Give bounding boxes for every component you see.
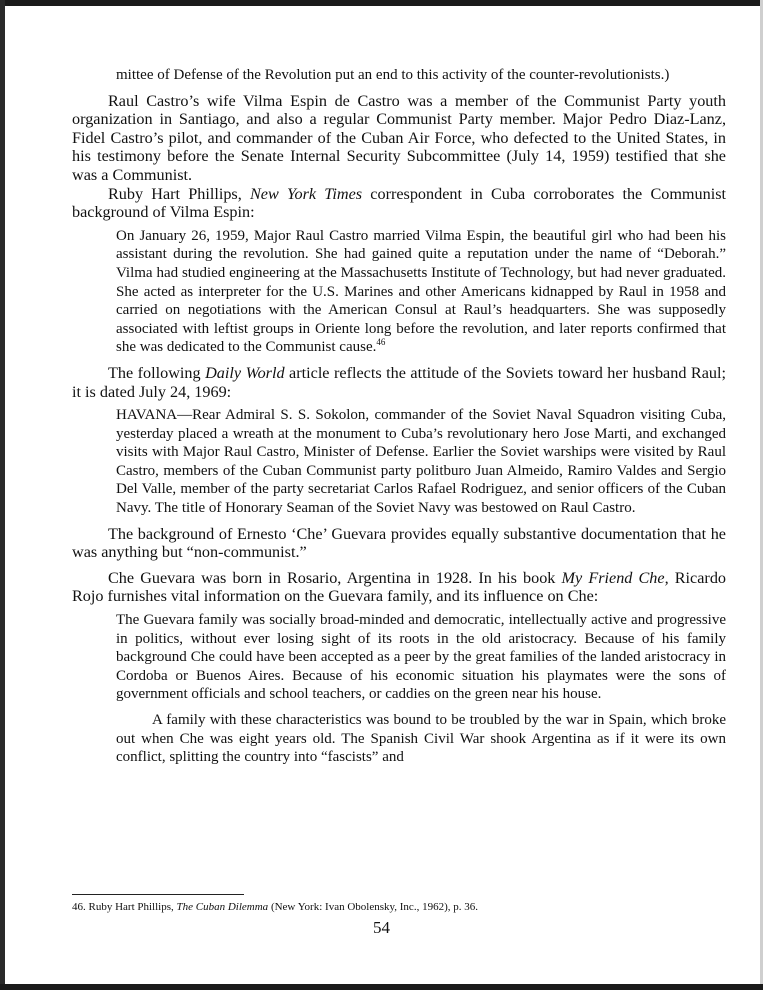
paragraph-ruby-hart-phillips xyxy=(72,185,726,222)
paragraph-daily-world xyxy=(72,364,726,401)
quote-continuation: mittee of Defense of the Revolution put an end to this activity of the counter-revolutionists.) xyxy=(116,67,670,83)
publication-title: Daily World xyxy=(205,363,285,382)
footnote-text: 46. Ruby Hart Phillips, xyxy=(72,901,177,913)
page-body xyxy=(72,66,726,767)
quote-havana: HAVANA—Rear Admiral S. S. Sokolon, commander of the Soviet Naval Squadron visiting Cuba, yesterday placed a wreath at the monument to Cuba’s revolutionary hero Jose Marti, and exchanged visits with Major Raul Castro, Minister of Defense. Earlier the Soviet warships were visited by Raul Castro, members of the Cuban Communist party politburo Juan Almeido, Ramiro Valdes and Sergio Del Valle, member of the party secretariat Carlos Rafael Rodriguez, and senior officers of the Cuban Navy. The title of Honorary Seaman of the Soviet Navy was bestowed on Raul Castro. xyxy=(116,407,726,517)
footnote-divider xyxy=(72,894,244,895)
book-title: My Friend Che, xyxy=(561,568,669,587)
footnote-text: (New York: Ivan Obolensky, Inc., 1962), p. 36. xyxy=(268,901,478,913)
footnote-46 xyxy=(72,900,726,914)
paragraph-text: article reflects the attitude of the Soviets toward her husband Raul; it is dated July 24, 1969: xyxy=(72,363,726,401)
quote-ruby-hart-phillips xyxy=(116,227,726,357)
quote-spanish-civil-war: A family with these characteristics was bound to be troubled by the war in Spain, which broke out when Che was eight years old. The Spanish Civil War shook Argentina as if it were its own conflict, splitting the country into “fascists” and xyxy=(116,712,726,766)
publication-title: New York Times xyxy=(250,184,363,203)
quote-text: On January 26, 1959, Major Raul Castro married Vilma Espin, the beautiful girl who had been his assistant during the revolution. She had gained quite a reputation under the name of “Deborah.” Vilma had studied engineering at the Massachusetts Institute of Technology, but had never graduated. She acted as interpreter for the U.S. Marines and other Americans kidnapped by Raul in 1958 and carried on negotiations with the American Consul at Raul’s headquarters. She was supposedly associated with leftist groups in Oriente long before the revolution, and later reports confirmed that she was dedicated to the Communist cause. xyxy=(116,227,726,356)
paragraph-text: correspondent in Cuba corroborates the Communist background of Vilma Espin: xyxy=(72,184,727,222)
paragraph-text: Ricardo Rojo furnishes vital information on the Guevara family, and its influence on Che: xyxy=(72,568,727,606)
paragraph-vilma-espin: Raul Castro’s wife Vilma Espin de Castro was a member of the Communist Party youth organization in Santiago, and also a regular Communist Party member. Major Pedro Diaz-Lanz, Fidel Castro’s pilot, and commander of the Cuban Air Force, who defected to the United States, in his testimony before the Senate Internal Security Subcommittee (July 14, 1959) testified that she was a Communist. xyxy=(72,91,726,184)
page-number: 54 xyxy=(373,918,390,937)
quote-guevara-family: The Guevara family was socially broad-minded and democratic, intellectually active and progressive in politics, without ever losing sight of its roots in the old aristocracy. Because of his family background Che could have been accepted as a peer by the great families of the landed aristocracy in Cordoba or Buenos Aires. Because of his economic situation his playmates were the sons of government officials and school teachers, or caddies on the green near his house. xyxy=(116,612,726,703)
paragraph-text: Ruby Hart Phillips, xyxy=(108,184,250,203)
footnote-reference: 46 xyxy=(376,337,386,348)
paragraph-text: The following xyxy=(108,363,206,382)
scan-border-top xyxy=(0,0,763,6)
paragraph-text: Che Guevara was born in Rosario, Argentina in 1928. In his book xyxy=(108,568,562,587)
scan-border-left xyxy=(0,0,5,990)
paragraph-che-background: The background of Ernesto ‘Che’ Guevara provides equally substantive documentation that he was anything but “non-communist.” xyxy=(72,524,726,562)
paragraph-che-born xyxy=(72,569,726,606)
book-title: The Cuban Dilemma xyxy=(176,901,269,913)
scan-border-bottom xyxy=(0,984,763,990)
